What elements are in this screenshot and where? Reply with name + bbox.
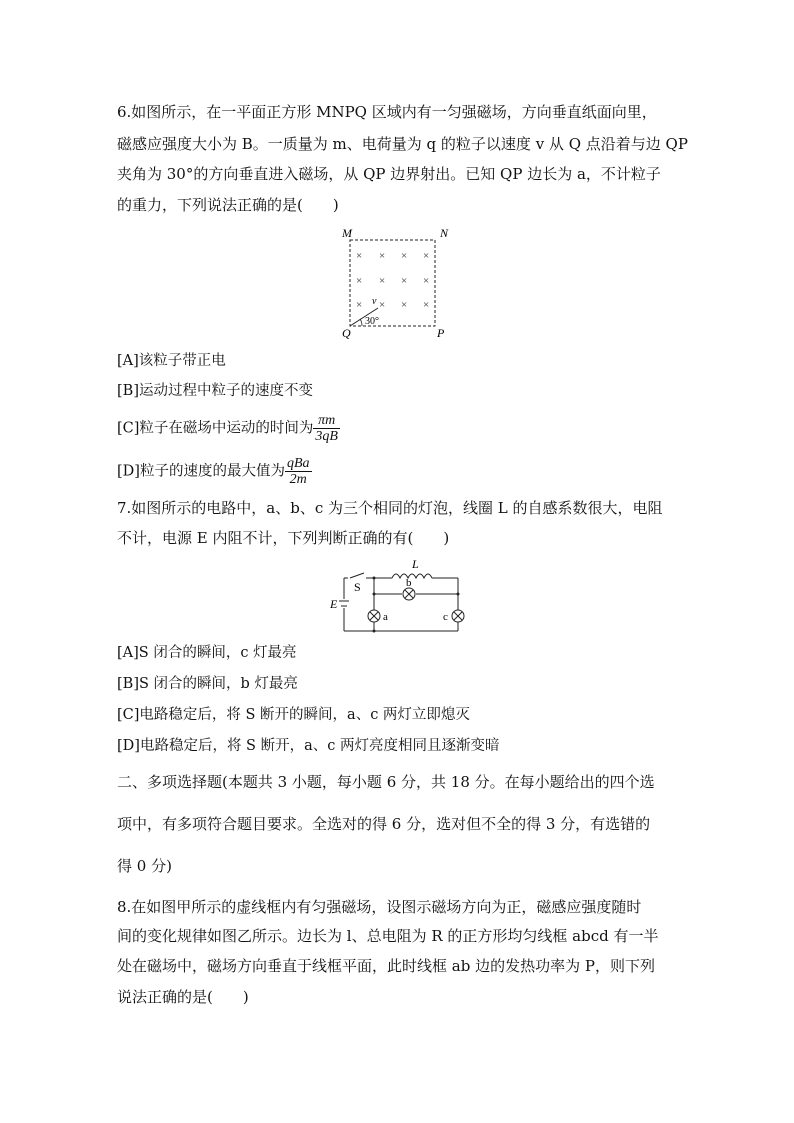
label-c: c — [443, 611, 448, 623]
cross-mark: × — [401, 275, 408, 287]
cross-mark: × — [423, 250, 430, 262]
q6-option-d-fraction — [285, 456, 312, 487]
cross-mark: × — [401, 250, 408, 262]
q7-circuit-figure — [0, 556, 794, 636]
cross-mark: × — [423, 275, 430, 287]
q6-option-d — [117, 456, 312, 487]
cross-mark: × — [401, 299, 408, 311]
label-L: L — [412, 557, 419, 571]
cross-mark: × — [423, 299, 430, 311]
switch-blade — [350, 573, 364, 578]
section2-heading-line-2: 项中，有多项符合题目要求。全选对的得 6 分，选对但不全的得 3 分，有选错的 — [117, 815, 651, 833]
cross-mark: × — [379, 250, 386, 262]
lamp-a — [368, 610, 380, 622]
field-crosses — [356, 250, 429, 311]
q6-stem-line-1: 6.如图所示，在一平面正方形 MNPQ 区域内有一匀强磁场，方向垂直纸面向里， — [117, 103, 657, 121]
q6-stem-line-3: 夹角为 30°的方向垂直进入磁场，从 QP 边界射出。已知 QP 边长为 a，不计粒子 — [117, 165, 661, 183]
q6-option-c-fraction — [313, 413, 340, 444]
label-S: S — [354, 580, 361, 594]
cross-mark: × — [356, 299, 363, 311]
label-E: E — [330, 597, 338, 611]
q8-stem-line-3: 处在磁场中，磁场方向垂直于线框平面，此时线框 ab 边的发热功率为 P，则下列 — [117, 957, 655, 975]
q7-option-d: [D]电路稳定后，将 S 断开，a、c 两灯亮度相同且逐渐变暗 — [117, 738, 500, 754]
cross-mark: × — [356, 250, 363, 262]
q6-option-c-text: [C]粒子在磁场中运动的时间为 — [117, 420, 314, 437]
q6-stem-line-2: 磁感应强度大小为 B。一质量为 m、电荷量为 q 的粒子以速度 v 从 Q 点沿着与边 QP — [117, 135, 688, 153]
lamp-b — [403, 588, 415, 600]
q7-stem-line-2: 不计，电源 E 内阻不计，下列判断正确的有( ) — [117, 529, 450, 547]
cross-mark: × — [379, 275, 386, 287]
q6-magnetic-field-figure — [0, 224, 794, 344]
cross-mark: × — [356, 275, 363, 287]
q7-option-c: [C]电路稳定后，将 S 断开的瞬间，a、c 两灯立即熄灭 — [117, 707, 470, 723]
section2-heading-line-3: 得 0 分) — [117, 857, 172, 875]
q6-option-c — [117, 413, 340, 444]
q8-stem-line-4: 说法正确的是( ) — [117, 988, 249, 1006]
q6-option-a: [A]该粒子带正电 — [117, 353, 226, 369]
inductor-coil — [392, 574, 432, 578]
q7-stem-line-1: 7.如图所示的电路中，a、b、c 为三个相同的灯泡，线圈 L 的自感系数很大，电阻 — [117, 499, 663, 517]
label-N: N — [440, 226, 449, 240]
q6-option-d-text: [D]粒子的速度的最大值为 — [117, 463, 285, 480]
q8-stem-line-2: 间的变化规律如图乙所示。边长为 l、总电阻为 R 的正方形均匀线框 abcd 有一半 — [117, 927, 659, 945]
q7-option-a: [A]S 闭合的瞬间，c 灯最亮 — [117, 645, 297, 661]
junction-dot — [373, 577, 376, 580]
label-Q: Q — [342, 326, 351, 340]
fraction-numerator: qBa — [286, 456, 310, 471]
q8-stem-line-1: 8.在如图甲所示的虚线框内有匀强磁场，设图示磁场方向为正，磁感应强度随时 — [117, 898, 642, 916]
cross-mark: × — [379, 299, 386, 311]
section2-heading-line-1: 二、多项选择题(本题共 3 小题，每小题 6 分，共 18 分。在每小题给出的四个选 — [117, 773, 655, 791]
label-b: b — [406, 577, 412, 589]
angle-arc — [360, 319, 362, 326]
label-angle: 30° — [365, 316, 379, 327]
fraction-numerator: πm — [313, 413, 340, 429]
label-M: M — [342, 226, 352, 240]
label-P: P — [437, 326, 445, 340]
fraction-denominator: 2m — [289, 472, 307, 487]
fraction-denominator: 3qB — [315, 429, 338, 444]
q6-option-b: [B]运动过程中粒子的速度不变 — [117, 383, 313, 399]
q6-stem-line-4: 的重力，下列说法正确的是( ) — [117, 196, 339, 214]
junction-dot — [373, 593, 376, 596]
lamp-c — [452, 610, 464, 622]
q7-option-b: [B]S 闭合的瞬间，b 灯最亮 — [117, 676, 298, 692]
junction-dot — [457, 593, 460, 596]
label-v: v — [372, 296, 377, 307]
junction-dot — [373, 630, 376, 633]
label-a: a — [383, 611, 388, 623]
